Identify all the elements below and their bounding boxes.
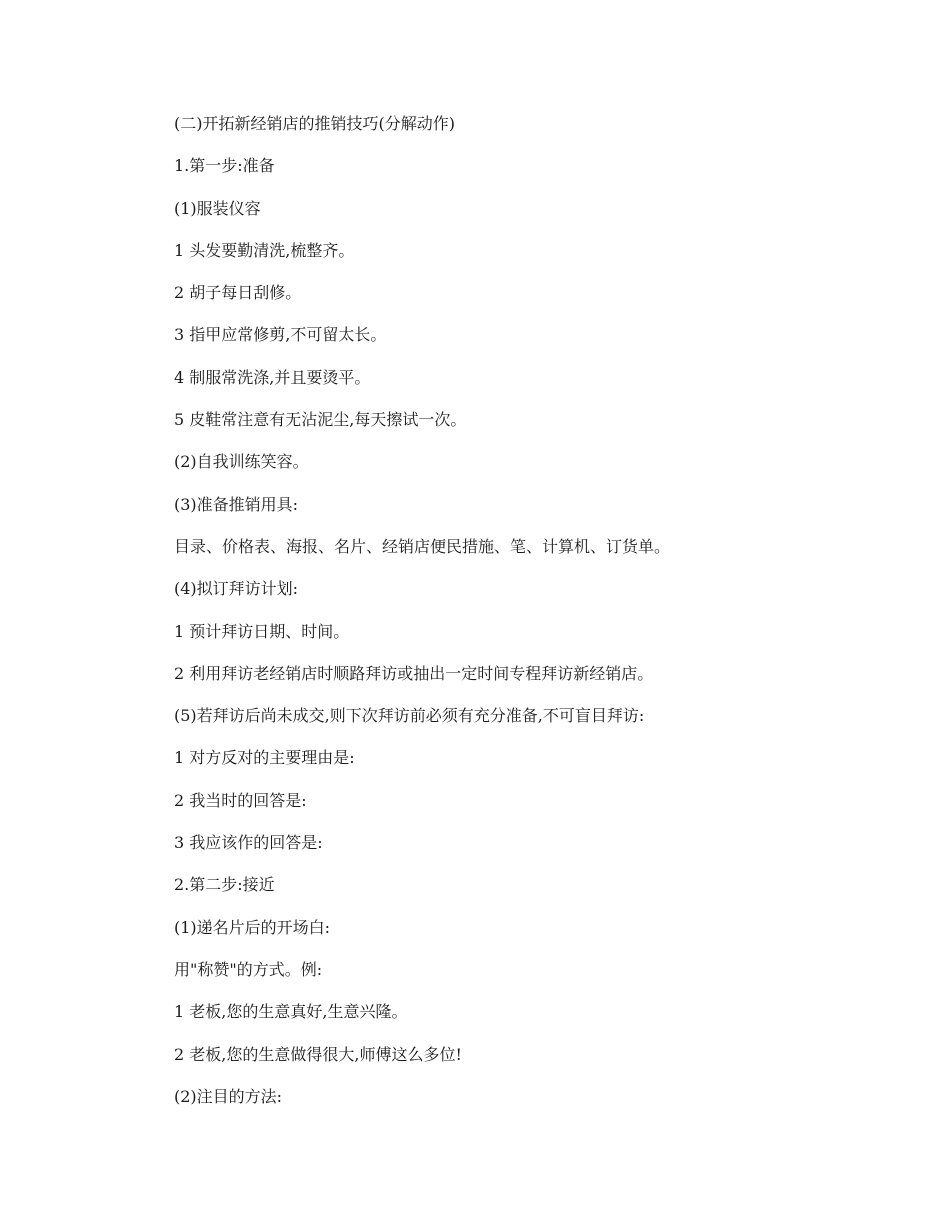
list-item: 1 老板,您的生意真好,生意兴隆。: [174, 1002, 408, 1022]
list-item: 2 我当时的回答是:: [174, 790, 307, 810]
list-item: 1 对方反对的主要理由是:: [174, 748, 355, 768]
list-item: 2 利用拜访老经销店时顺路拜访或抽出一定时间专程拜访新经销店。: [174, 663, 654, 683]
list-item: 4 制服常洗涤,并且要烫平。: [174, 367, 371, 387]
step-heading: 1.第一步:准备: [174, 156, 275, 176]
sub-heading: (2)注目的方法:: [174, 1086, 283, 1106]
sub-heading: (3)准备推销用具:: [174, 494, 299, 514]
list-item: 1 预计拜访日期、时间。: [174, 621, 350, 641]
sub-heading: (4)拟订拜访计划:: [174, 579, 299, 599]
list-item: 3 指甲应常修剪,不可留太长。: [174, 325, 387, 345]
list-item: 1 头发要勤清洗,梳整齐。: [174, 240, 355, 260]
list-item: 2 老板,您的生意做得很大,师傅这么多位!: [174, 1044, 462, 1064]
paragraph: 用"称赞"的方式。例:: [174, 959, 323, 979]
list-item: 3 我应该作的回答是:: [174, 833, 323, 853]
sub-heading: (1)递名片后的开场白:: [174, 917, 331, 937]
list-item: 2 胡子每日刮修。: [174, 283, 302, 303]
paragraph: 目录、价格表、海报、名片、经销店便民措施、笔、计算机、订货单。: [174, 536, 671, 556]
list-item: 5 皮鞋常注意有无沾泥尘,每天擦试一次。: [174, 410, 467, 430]
document-body: [174, 112, 874, 1127]
sub-heading: (5)若拜访后尚未成交,则下次拜访前必须有充分准备,不可盲目拜访:: [174, 706, 645, 726]
sub-heading: (1)服装仪容: [174, 198, 261, 218]
section-heading: (二)开拓新经销店的推销技巧(分解动作): [174, 114, 455, 133]
sub-heading: (2)自我训练笑容。: [174, 452, 309, 472]
step-heading: 2.第二步:接近: [174, 875, 275, 895]
